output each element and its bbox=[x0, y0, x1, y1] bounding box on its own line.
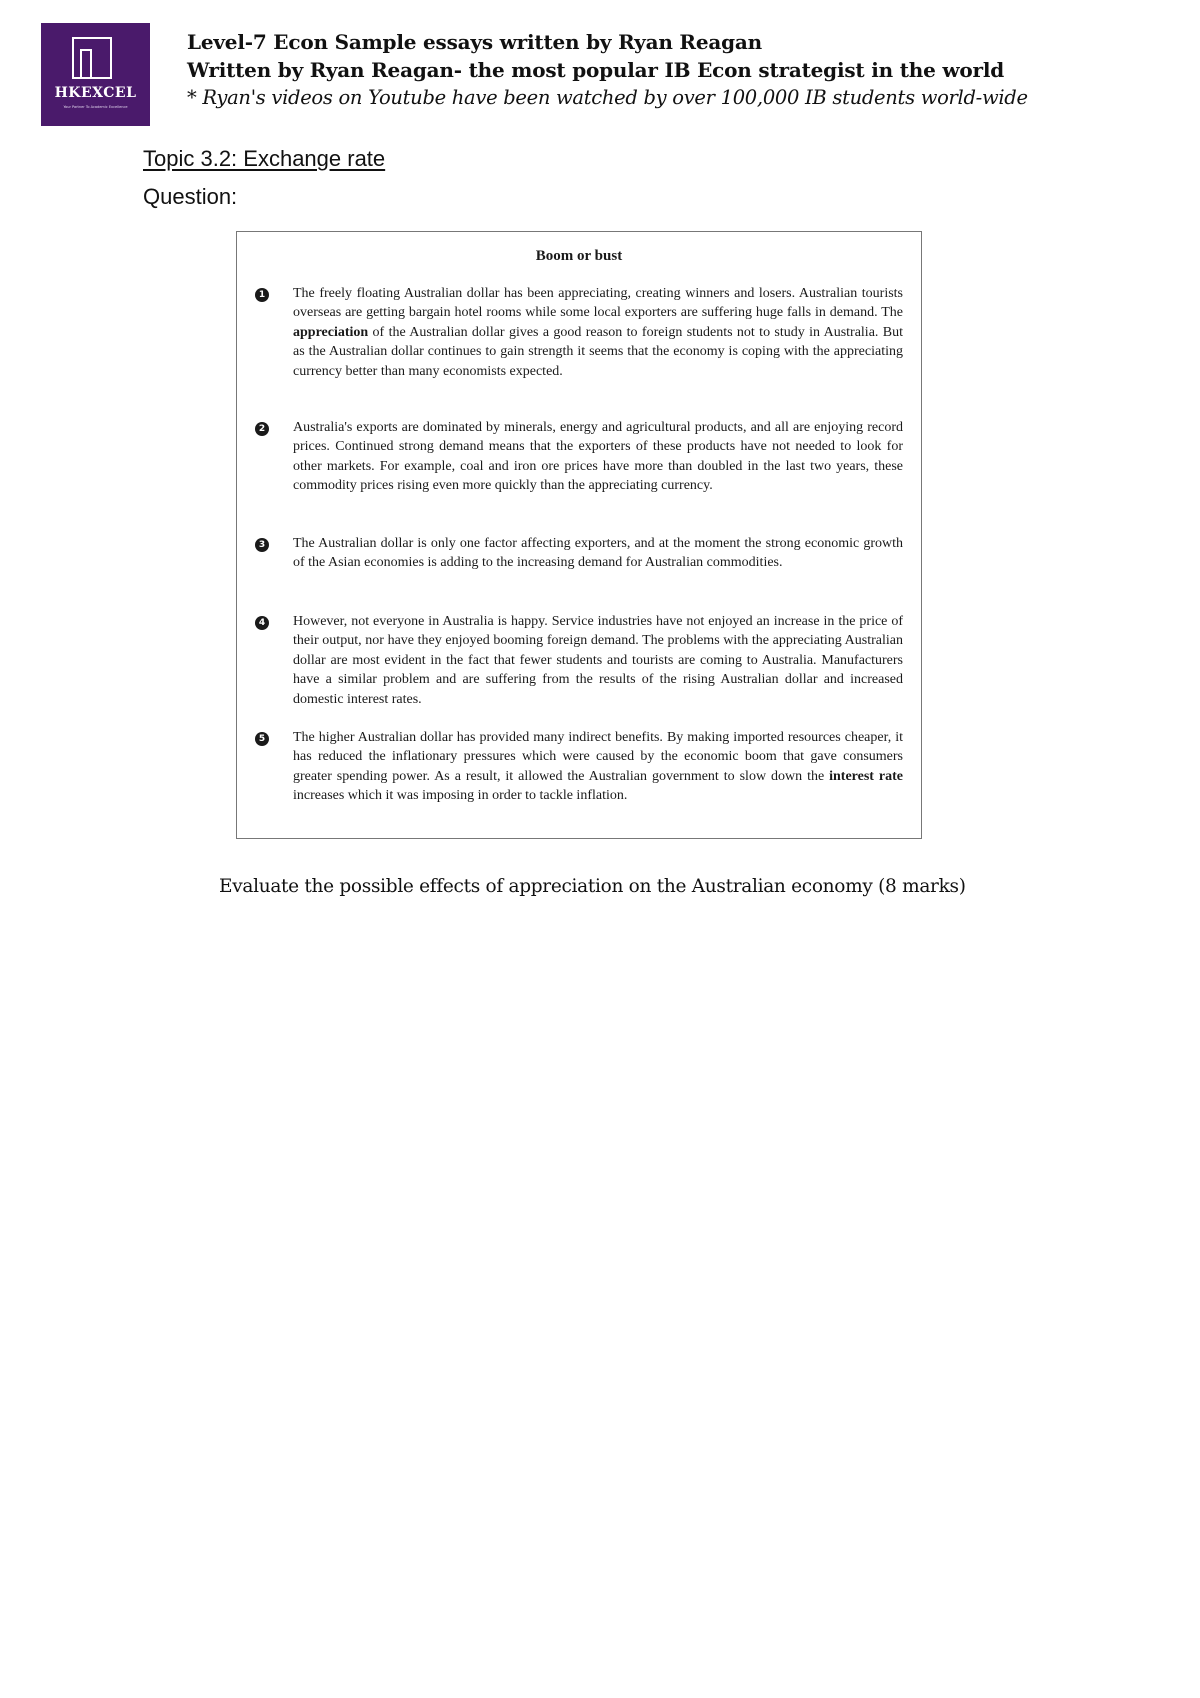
logo-emblem-icon bbox=[72, 37, 112, 79]
header-title: Level-7 Econ Sample essays written by Ryan Reagan bbox=[187, 30, 763, 54]
paragraph-number-1-icon: 1 bbox=[255, 288, 269, 302]
header-subtitle: Written by Ryan Reagan- the most popular IB Econ strategist in the world bbox=[187, 58, 1005, 82]
paragraph-number-4-icon: 4 bbox=[255, 616, 269, 630]
question-label: Question: bbox=[143, 184, 238, 209]
extract-box bbox=[236, 231, 922, 839]
logo-name: HKEXCEL bbox=[54, 85, 137, 101]
paragraph-number-5-icon: 5 bbox=[255, 732, 269, 746]
hkexcel-logo bbox=[41, 23, 150, 126]
paragraph-number-2-icon: 2 bbox=[255, 422, 269, 436]
extract-paragraph-2: Australia's exports are dominated by minerals, energy and agricultural products, and all are enjoying record prices. Continued strong demand means that the exporters of these products have not needed to look for other markets. For example, coal and iron ore prices have more than doubled in the last two years, these commodity prices rising even more quickly than the appreciating currency. bbox=[293, 420, 903, 494]
extract-paragraph-5: The higher Australian dollar has provided many indirect benefits. By making imported resources cheaper, it has reduced the inflationary pressures which were caused by the economic boom that gave consumers greater spending power. As a result, it allowed the Australian government to slow down the interest rate increases which it was imposing in order to tackle inflation. bbox=[293, 730, 903, 804]
extract-title: Boom or bust bbox=[535, 248, 623, 264]
page-header bbox=[187, 28, 1177, 112]
logo-tagline: Your Partner To Academic Excellence bbox=[63, 105, 128, 109]
extract-paragraph-3: The Australian dollar is only one factor affecting exporters, and at the moment the strong economic growth of the Asian economies is adding to the increasing demand for Australian commodities. bbox=[293, 536, 903, 571]
header-note: * Ryan's videos on Youtube have been watched by over 100,000 IB students world-wide bbox=[187, 86, 1028, 109]
extract-paragraph-1: The freely floating Australian dollar has been appreciating, creating winners and losers. Australian tourists overseas are getting bargain hotel rooms while some local exporters are suffering huge falls in demand. The appreciation of the Australian dollar gives a good reason to foreign students not to study in Australia. But as the Australian dollar continues to gain strength it seems that the economy is coping with the appreciating currency better than many economists expected. bbox=[293, 286, 903, 379]
topic-heading: Topic 3.2: Exchange rate bbox=[143, 146, 386, 171]
essay-task: Evaluate the possible effects of appreciation on the Australian economy (8 marks) bbox=[219, 876, 966, 897]
paragraph-number-3-icon: 3 bbox=[255, 538, 269, 552]
extract-paragraph-4: However, not everyone in Australia is happy. Service industries have not enjoyed an increase in the price of their output, nor have they enjoyed booming foreign demand. The problems with the appreciating Australian dollar are most evident in the fact that fewer students and tourists are coming to Australia. Manufacturers have a similar problem and are suffering from the results of the rising Australian dollar and increased domestic interest rates. bbox=[293, 614, 903, 707]
